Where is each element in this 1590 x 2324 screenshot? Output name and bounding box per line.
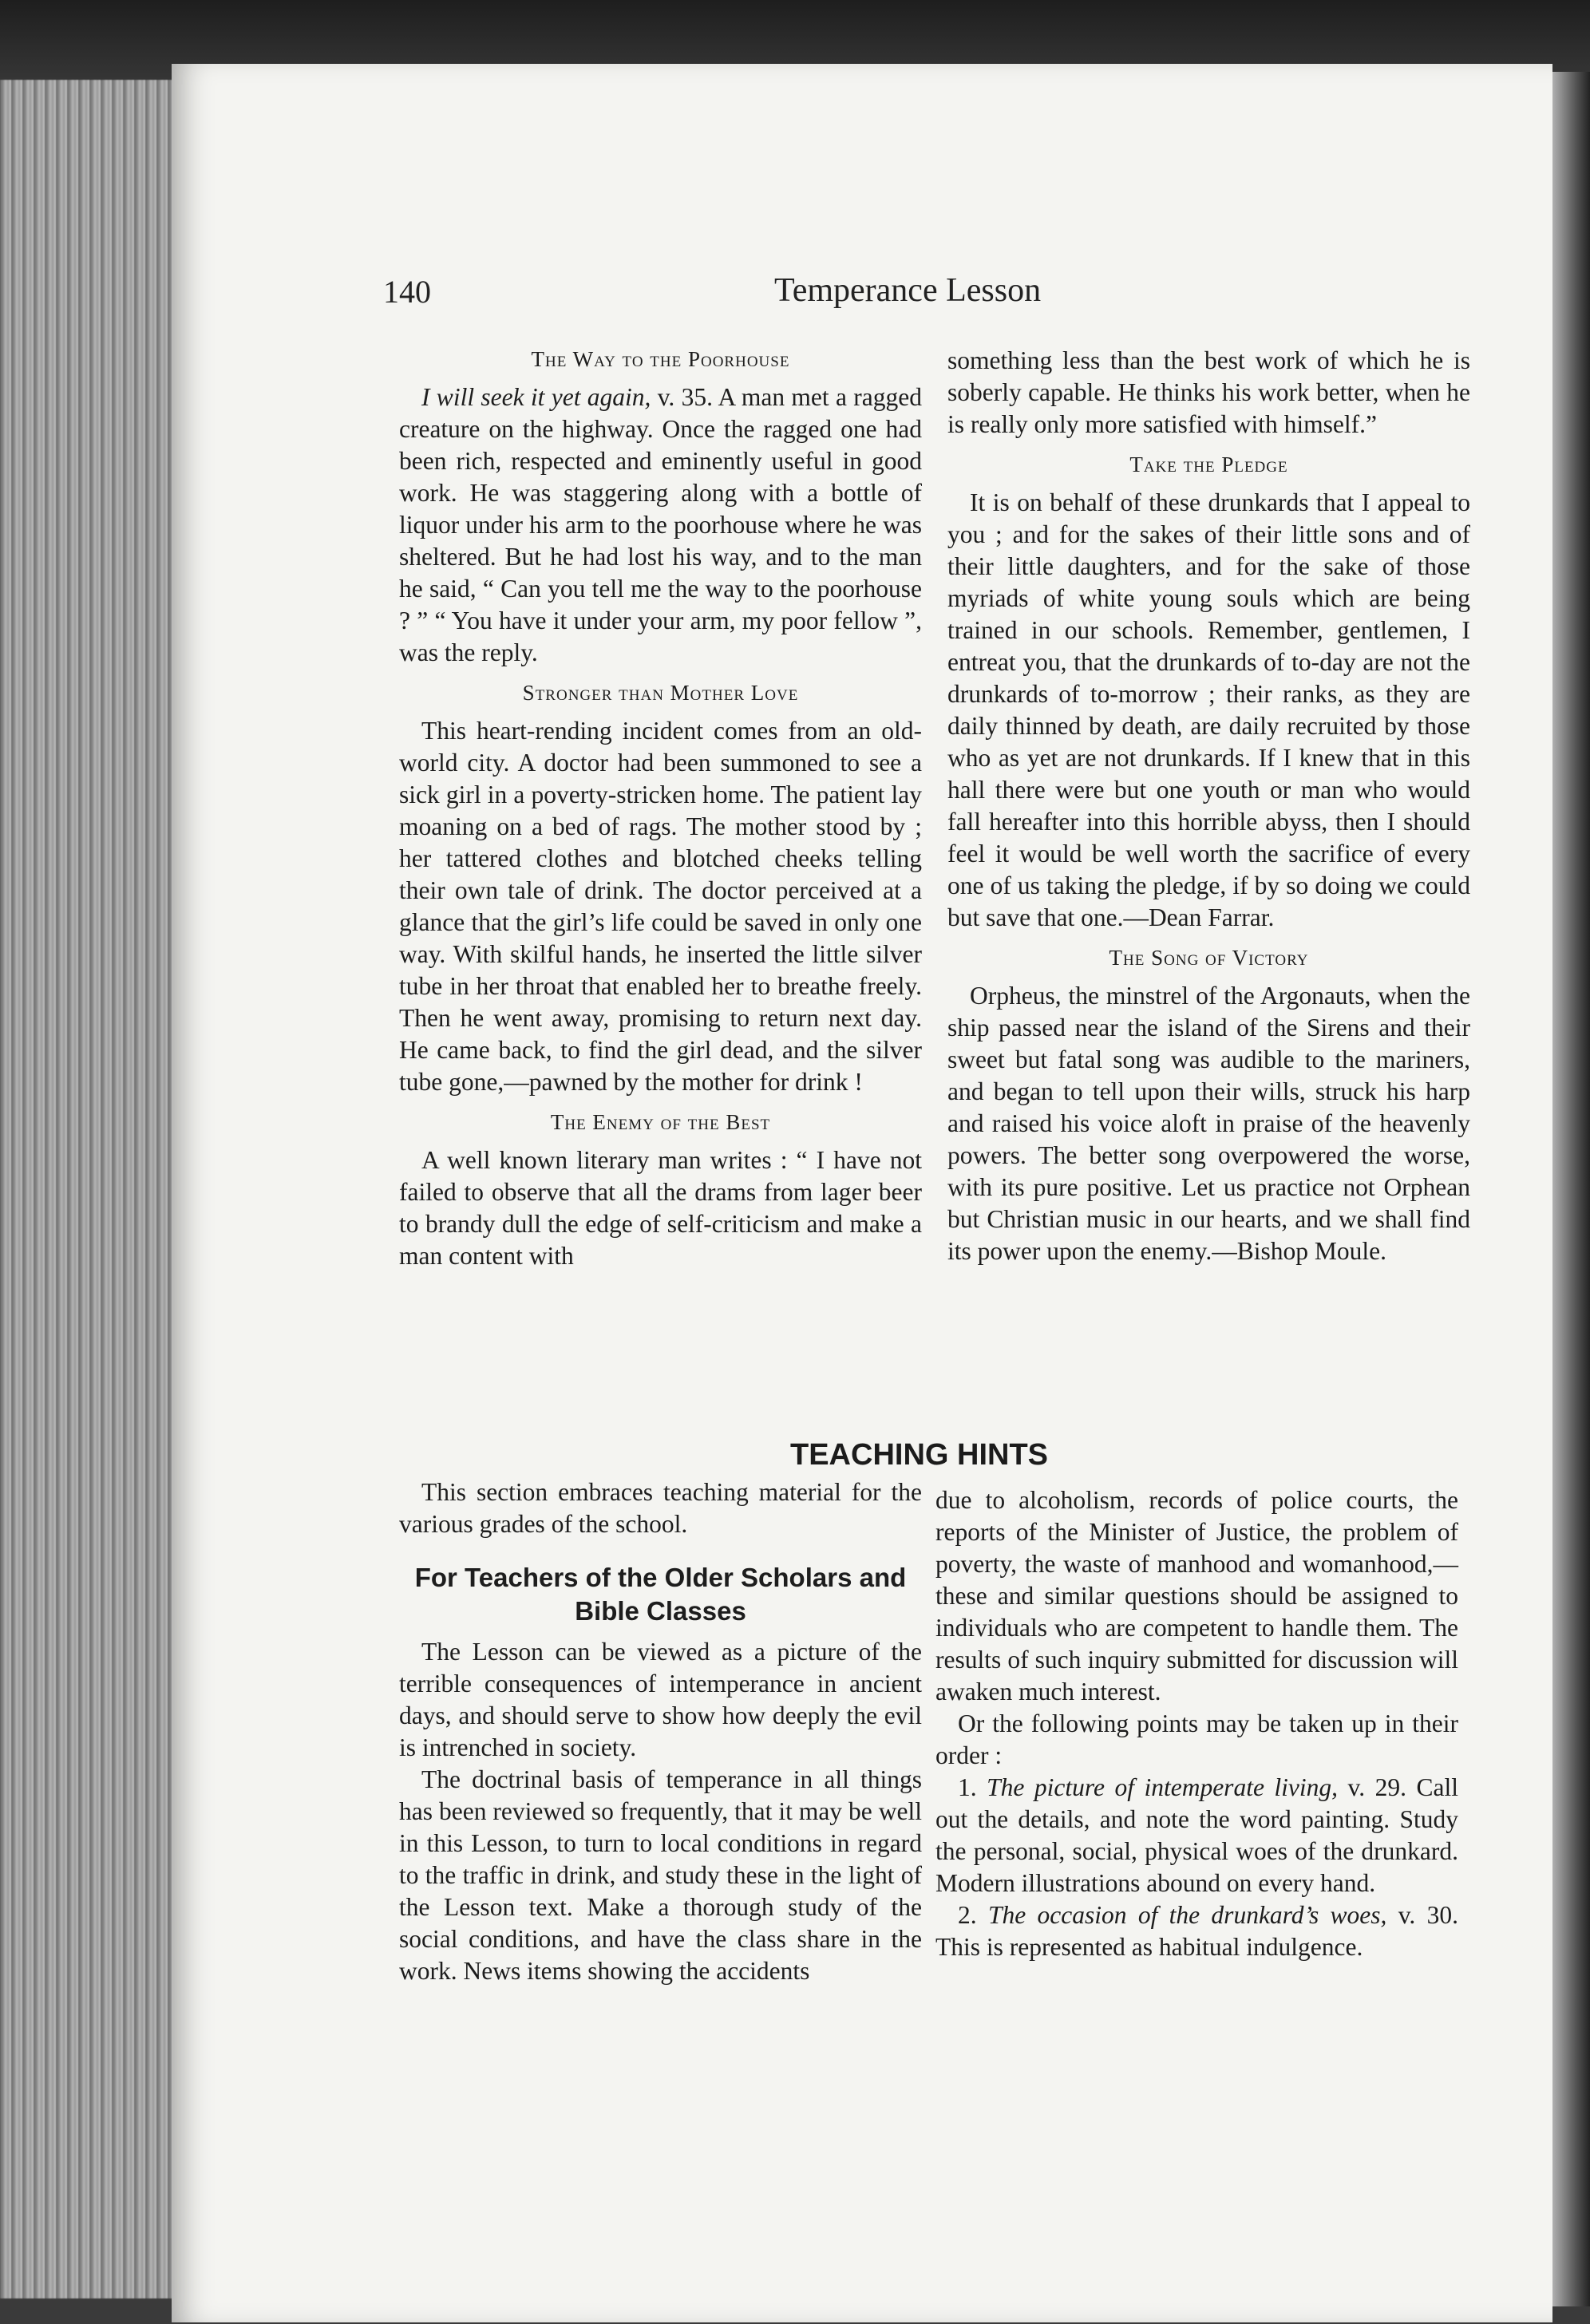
- paragraph-enemy-continued: something less than the best work of which he is soberly capable. He thinks his work better, when he is really only more satisfied with himself.”: [947, 346, 1470, 438]
- point-1-title: The picture of intemperate living,: [987, 1773, 1339, 1801]
- point-2-title: The occasion of the drunkard’s woes,: [987, 1901, 1387, 1929]
- quote-italic: I will seek it yet again,: [421, 383, 651, 411]
- paragraph-pledge: It is on behalf of these drunkards that I appeal to you ; and for the sakes of their little sons and of their little daughters, and for the sake of those myriads of white young souls which are being trained in our schools. Remember, gentlemen, I entreat you, that the drunkards of to-day are not the drunkards of to-morrow ; their ranks, as they are daily thinned by death, are daily recruited by those who as yet are not drunkards. If I knew that in this hall there were but one youth or man who would fall hereafter into this horrible abyss, then I should feel it would be well worth the sacrifice of every one of us taking the pledge, if by so doing we could but save that one.—Dean Farrar.: [947, 488, 1470, 931]
- section-heading-victory: The Song of Victory: [1109, 946, 1309, 970]
- section-heading-enemy: The Enemy of the Best: [550, 1110, 771, 1134]
- paragraph-intro: This section embraces teaching material for the various grades of the school.: [399, 1478, 922, 1538]
- page-number: 140: [383, 274, 431, 310]
- paragraph-alcoholism: due to alcoholism, records of police courts, the reports of the Minister of Justice, the problem of poverty, the waste of manhood and womanhood,—these and similar questions should be assigned to individuals who are competent to handle them. The results of such inquiry submitted for discussion will awaken much interest.: [935, 1486, 1458, 1705]
- section-heading-pledge: Take the Pledge: [1129, 453, 1288, 476]
- page-header: [383, 273, 1501, 321]
- subheading-older-scholars: For Teachers of the Older Scholars and Bible Classes: [414, 1563, 907, 1626]
- running-title: Temperance Lesson: [774, 272, 1042, 309]
- paragraph-mother-love: This heart-rending incident comes from an old-world city. A doctor had been summoned to see a sick girl in a poverty-stricken home. The patient lay moaning on a bed of rags. The mother stood by ; her tattered clothes and blotched cheeks telling their own tale of drink. The doctor perceived at a glance that the girl’s life could be saved in only one way. With skilful hands, he inserted the little silver tube in her throat that enabled her to breathe freely. Then he went away, promising to return next day. He came back, to find the girl dead, and the silver tube gone,—pawned by the mother for drink !: [399, 717, 922, 1096]
- right-column-lower: [935, 1484, 1458, 1963]
- point-1: 1. The picture of intemperate living, v. 29. Call out the details, and note the word painting. Study the personal, social, physical woes of the drunkard. Modern illustrations abound on every hand.: [935, 1773, 1459, 1897]
- teaching-hints-heading: TEACHING HINTS: [790, 1438, 1048, 1472]
- paragraph-following-points: Or the following points may be taken up in their order :: [935, 1709, 1458, 1769]
- paragraph-enemy: A well known literary man writes : “ I have not failed to observe that all the drams from lager beer to brandy dull the edge of self-criticism and make a man content with: [399, 1146, 922, 1270]
- section-heading-mother-love: Stronger than Mother Love: [522, 681, 799, 705]
- book-page-edges: [0, 80, 176, 2298]
- left-column-upper: [399, 343, 922, 1272]
- paragraph-poorhouse: I will seek it yet again, v. 35. A man met a ragged creature on the highway. Once the ragged one had been rich, respected and eminently useful in good work. He was staggering along with a bottle of liquor under his arm to the poorhouse where he was sheltered. But he had lost his way, and to the man he said, “ Can you tell me the way to the poorhouse ? ” “ You have it under your arm, my poor fellow ”, was the reply.: [399, 383, 922, 666]
- left-column-lower: [399, 1476, 922, 1987]
- point-2: 2. The occasion of the drunkard’s woes, v. 30. This is represented as habitual indulgence.: [935, 1901, 1458, 1961]
- paragraph-victory: Orpheus, the minstrel of the Argonauts, when the ship passed near the island of the Sirens and their sweet but fatal song was audible to the mariners, and began to tell upon their wills, struck his harp and raised his voice aloft in praise of the heavenly powers. The better song overpowered the worse, with its pure positive. Let us practice not Orphean but Christian music in our hearts, and we shall find its power upon the enemy.—Bishop Moule.: [947, 982, 1470, 1265]
- section-heading-poorhouse: The Way to the Poorhouse: [531, 347, 790, 371]
- right-column-upper: [947, 345, 1470, 1267]
- paragraph-doctrinal-basis: The doctrinal basis of temperance in all things has been reviewed so frequently, that it may be well in this Lesson, to turn to local conditions in regard to the traffic in drink, and study these in the light of the Lesson text. Make a thorough study of the social conditions, and have the class share in the work. News items showing the accidents: [399, 1765, 922, 1985]
- paragraph-lesson-picture: The Lesson can be viewed as a picture of the terrible consequences of intemperance in ancient days, and should serve to show how deeply the evil is intrenched in society.: [399, 1638, 922, 1761]
